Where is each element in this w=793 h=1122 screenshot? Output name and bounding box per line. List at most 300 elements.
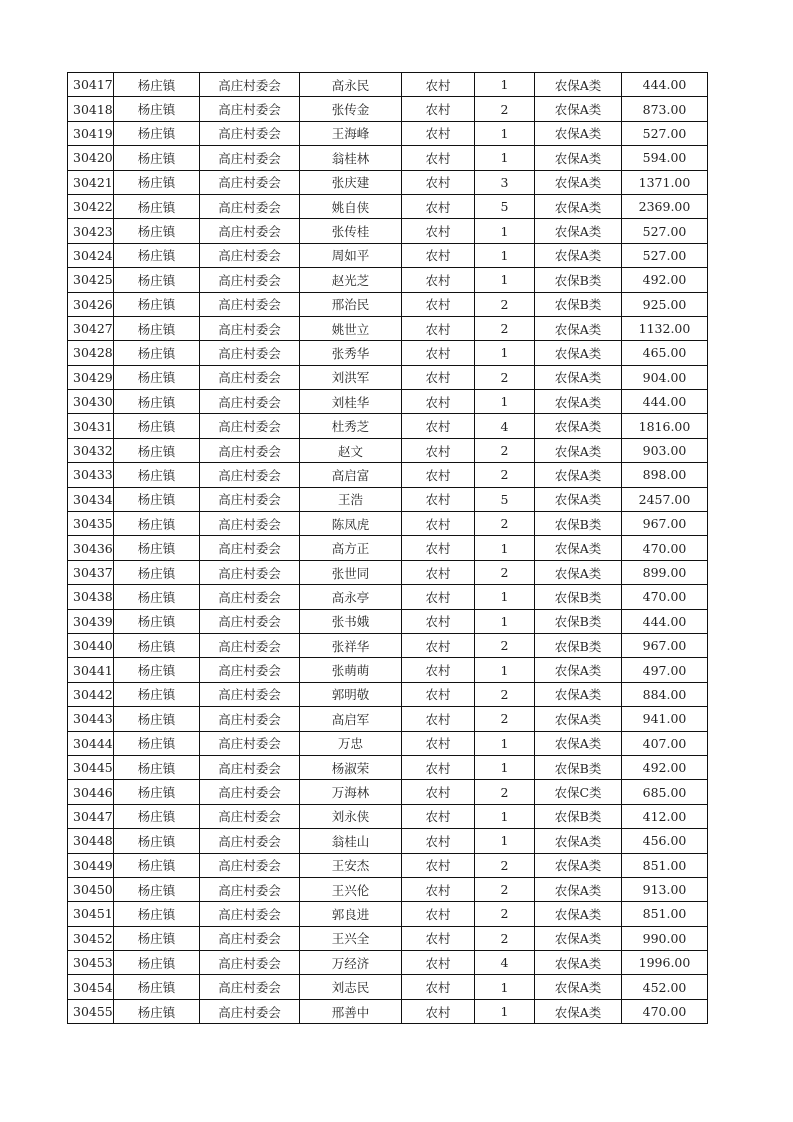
household-type-cell: 农村 xyxy=(402,731,475,755)
town-cell: 杨庄镇 xyxy=(114,633,200,657)
amount-cell: 967.00 xyxy=(622,512,708,536)
village-committee-cell: 高庄村委会 xyxy=(200,804,300,828)
insurance-category-cell: 农保B类 xyxy=(535,609,622,633)
village-committee-cell: 高庄村委会 xyxy=(200,999,300,1023)
amount-cell: 990.00 xyxy=(622,926,708,950)
town-cell: 杨庄镇 xyxy=(114,829,200,853)
table-row xyxy=(68,243,708,267)
amount-cell: 2369.00 xyxy=(622,194,708,218)
household-type-cell: 农村 xyxy=(402,633,475,657)
village-committee-cell: 高庄村委会 xyxy=(200,853,300,877)
insurance-category-cell: 农保A类 xyxy=(535,438,622,462)
village-committee-cell: 高庄村委会 xyxy=(200,316,300,340)
insurance-category-cell: 农保A类 xyxy=(535,390,622,414)
name-cell: 万忠 xyxy=(300,731,402,755)
amount-cell: 444.00 xyxy=(622,73,708,97)
amount-cell: 497.00 xyxy=(622,658,708,682)
table-row xyxy=(68,999,708,1023)
record-id-cell: 30452 xyxy=(68,926,114,950)
record-id-cell: 30430 xyxy=(68,390,114,414)
town-cell: 杨庄镇 xyxy=(114,243,200,267)
table-row xyxy=(68,268,708,292)
person-count-cell: 4 xyxy=(475,414,535,438)
town-cell: 杨庄镇 xyxy=(114,146,200,170)
town-cell: 杨庄镇 xyxy=(114,877,200,901)
town-cell: 杨庄镇 xyxy=(114,682,200,706)
household-type-cell: 农村 xyxy=(402,243,475,267)
person-count-cell: 1 xyxy=(475,121,535,145)
person-count-cell: 2 xyxy=(475,926,535,950)
household-type-cell: 农村 xyxy=(402,268,475,292)
amount-cell: 967.00 xyxy=(622,633,708,657)
village-committee-cell: 高庄村委会 xyxy=(200,487,300,511)
insurance-category-cell: 农保A类 xyxy=(535,902,622,926)
person-count-cell: 2 xyxy=(475,633,535,657)
record-id-cell: 30429 xyxy=(68,365,114,389)
town-cell: 杨庄镇 xyxy=(114,365,200,389)
insurance-category-cell: 农保A类 xyxy=(535,463,622,487)
record-id-cell: 30432 xyxy=(68,438,114,462)
record-id-cell: 30426 xyxy=(68,292,114,316)
name-cell: 王浩 xyxy=(300,487,402,511)
record-id-cell: 30433 xyxy=(68,463,114,487)
household-type-cell: 农村 xyxy=(402,146,475,170)
household-type-cell: 农村 xyxy=(402,316,475,340)
town-cell: 杨庄镇 xyxy=(114,853,200,877)
amount-cell: 444.00 xyxy=(622,609,708,633)
name-cell: 姚自侠 xyxy=(300,194,402,218)
household-type-cell: 农村 xyxy=(402,609,475,633)
insurance-category-cell: 农保A类 xyxy=(535,97,622,121)
town-cell: 杨庄镇 xyxy=(114,341,200,365)
record-id-cell: 30449 xyxy=(68,853,114,877)
village-committee-cell: 高庄村委会 xyxy=(200,219,300,243)
person-count-cell: 3 xyxy=(475,170,535,194)
name-cell: 陈凤虎 xyxy=(300,512,402,536)
insurance-category-cell: 农保A类 xyxy=(535,219,622,243)
record-id-cell: 30428 xyxy=(68,341,114,365)
record-id-cell: 30431 xyxy=(68,414,114,438)
village-committee-cell: 高庄村委会 xyxy=(200,390,300,414)
insurance-category-cell: 农保A类 xyxy=(535,146,622,170)
village-committee-cell: 高庄村委会 xyxy=(200,438,300,462)
table-row xyxy=(68,926,708,950)
name-cell: 张世同 xyxy=(300,560,402,584)
person-count-cell: 2 xyxy=(475,707,535,731)
insurance-category-cell: 农保A类 xyxy=(535,487,622,511)
table-row xyxy=(68,194,708,218)
record-id-cell: 30440 xyxy=(68,633,114,657)
person-count-cell: 2 xyxy=(475,682,535,706)
name-cell: 邢治民 xyxy=(300,292,402,316)
insurance-category-cell: 农保A类 xyxy=(535,560,622,584)
amount-cell: 1132.00 xyxy=(622,316,708,340)
person-count-cell: 2 xyxy=(475,463,535,487)
village-committee-cell: 高庄村委会 xyxy=(200,585,300,609)
town-cell: 杨庄镇 xyxy=(114,560,200,584)
record-id-cell: 30424 xyxy=(68,243,114,267)
record-id-cell: 30439 xyxy=(68,609,114,633)
amount-cell: 925.00 xyxy=(622,292,708,316)
insurance-category-cell: 农保A类 xyxy=(535,341,622,365)
table-row xyxy=(68,73,708,97)
household-type-cell: 农村 xyxy=(402,999,475,1023)
insurance-category-cell: 农保A类 xyxy=(535,829,622,853)
table-row xyxy=(68,658,708,682)
village-committee-cell: 高庄村委会 xyxy=(200,951,300,975)
insurance-category-cell: 农保A类 xyxy=(535,365,622,389)
town-cell: 杨庄镇 xyxy=(114,268,200,292)
name-cell: 刘志民 xyxy=(300,975,402,999)
village-committee-cell: 高庄村委会 xyxy=(200,633,300,657)
amount-cell: 873.00 xyxy=(622,97,708,121)
insurance-category-cell: 农保A类 xyxy=(535,73,622,97)
person-count-cell: 1 xyxy=(475,658,535,682)
insurance-category-cell: 农保A类 xyxy=(535,731,622,755)
person-count-cell: 1 xyxy=(475,268,535,292)
town-cell: 杨庄镇 xyxy=(114,999,200,1023)
town-cell: 杨庄镇 xyxy=(114,902,200,926)
amount-cell: 913.00 xyxy=(622,877,708,901)
insurance-category-cell: 农保A类 xyxy=(535,951,622,975)
person-count-cell: 1 xyxy=(475,243,535,267)
name-cell: 邢善中 xyxy=(300,999,402,1023)
town-cell: 杨庄镇 xyxy=(114,73,200,97)
name-cell: 杜秀芝 xyxy=(300,414,402,438)
insurance-category-cell: 农保A类 xyxy=(535,877,622,901)
household-type-cell: 农村 xyxy=(402,170,475,194)
household-type-cell: 农村 xyxy=(402,951,475,975)
table-row xyxy=(68,633,708,657)
name-cell: 张庆建 xyxy=(300,170,402,194)
table-row xyxy=(68,585,708,609)
person-count-cell: 1 xyxy=(475,829,535,853)
village-committee-cell: 高庄村委会 xyxy=(200,780,300,804)
table-row xyxy=(68,536,708,560)
record-id-cell: 30419 xyxy=(68,121,114,145)
village-committee-cell: 高庄村委会 xyxy=(200,341,300,365)
town-cell: 杨庄镇 xyxy=(114,219,200,243)
person-count-cell: 2 xyxy=(475,97,535,121)
household-type-cell: 农村 xyxy=(402,341,475,365)
village-committee-cell: 高庄村委会 xyxy=(200,73,300,97)
table-row xyxy=(68,390,708,414)
household-type-cell: 农村 xyxy=(402,512,475,536)
town-cell: 杨庄镇 xyxy=(114,97,200,121)
village-committee-cell: 高庄村委会 xyxy=(200,463,300,487)
household-type-cell: 农村 xyxy=(402,365,475,389)
village-committee-cell: 高庄村委会 xyxy=(200,292,300,316)
insurance-category-cell: 农保A类 xyxy=(535,414,622,438)
name-cell: 赵光芝 xyxy=(300,268,402,292)
household-type-cell: 农村 xyxy=(402,414,475,438)
person-count-cell: 1 xyxy=(475,975,535,999)
insurance-category-cell: 农保B类 xyxy=(535,585,622,609)
insurance-category-cell: 农保A类 xyxy=(535,707,622,731)
record-id-cell: 30423 xyxy=(68,219,114,243)
village-committee-cell: 高庄村委会 xyxy=(200,170,300,194)
person-count-cell: 2 xyxy=(475,560,535,584)
town-cell: 杨庄镇 xyxy=(114,194,200,218)
record-id-cell: 30434 xyxy=(68,487,114,511)
table-row xyxy=(68,487,708,511)
village-committee-cell: 高庄村委会 xyxy=(200,902,300,926)
village-committee-cell: 高庄村委会 xyxy=(200,146,300,170)
record-id-cell: 30427 xyxy=(68,316,114,340)
town-cell: 杨庄镇 xyxy=(114,731,200,755)
record-id-cell: 30441 xyxy=(68,658,114,682)
insurance-category-cell: 农保A类 xyxy=(535,682,622,706)
name-cell: 高启富 xyxy=(300,463,402,487)
amount-cell: 470.00 xyxy=(622,585,708,609)
amount-cell: 904.00 xyxy=(622,365,708,389)
person-count-cell: 1 xyxy=(475,390,535,414)
name-cell: 刘永侠 xyxy=(300,804,402,828)
name-cell: 高方正 xyxy=(300,536,402,560)
amount-cell: 492.00 xyxy=(622,268,708,292)
table-row xyxy=(68,951,708,975)
amount-cell: 884.00 xyxy=(622,682,708,706)
household-type-cell: 农村 xyxy=(402,682,475,706)
name-cell: 张传桂 xyxy=(300,219,402,243)
amount-cell: 1371.00 xyxy=(622,170,708,194)
amount-cell: 898.00 xyxy=(622,463,708,487)
insurance-category-cell: 农保C类 xyxy=(535,780,622,804)
household-type-cell: 农村 xyxy=(402,194,475,218)
amount-cell: 470.00 xyxy=(622,999,708,1023)
record-id-cell: 30442 xyxy=(68,682,114,706)
town-cell: 杨庄镇 xyxy=(114,438,200,462)
town-cell: 杨庄镇 xyxy=(114,512,200,536)
table-body xyxy=(68,73,708,1024)
person-count-cell: 1 xyxy=(475,585,535,609)
record-id-cell: 30437 xyxy=(68,560,114,584)
person-count-cell: 1 xyxy=(475,341,535,365)
town-cell: 杨庄镇 xyxy=(114,780,200,804)
person-count-cell: 2 xyxy=(475,438,535,462)
record-id-cell: 30453 xyxy=(68,951,114,975)
record-id-cell: 30455 xyxy=(68,999,114,1023)
amount-cell: 594.00 xyxy=(622,146,708,170)
person-count-cell: 2 xyxy=(475,365,535,389)
table-row xyxy=(68,780,708,804)
village-committee-cell: 高庄村委会 xyxy=(200,560,300,584)
table-row xyxy=(68,829,708,853)
town-cell: 杨庄镇 xyxy=(114,609,200,633)
town-cell: 杨庄镇 xyxy=(114,585,200,609)
town-cell: 杨庄镇 xyxy=(114,170,200,194)
amount-cell: 470.00 xyxy=(622,536,708,560)
table-row xyxy=(68,414,708,438)
insurance-category-cell: 农保B类 xyxy=(535,512,622,536)
household-type-cell: 农村 xyxy=(402,926,475,950)
town-cell: 杨庄镇 xyxy=(114,755,200,779)
insurance-category-cell: 农保A类 xyxy=(535,243,622,267)
data-table xyxy=(67,72,708,1024)
person-count-cell: 1 xyxy=(475,73,535,97)
table-row xyxy=(68,219,708,243)
person-count-cell: 2 xyxy=(475,853,535,877)
village-committee-cell: 高庄村委会 xyxy=(200,658,300,682)
person-count-cell: 1 xyxy=(475,146,535,170)
village-committee-cell: 高庄村委会 xyxy=(200,268,300,292)
person-count-cell: 4 xyxy=(475,951,535,975)
insurance-category-cell: 农保A类 xyxy=(535,536,622,560)
table-row xyxy=(68,853,708,877)
amount-cell: 407.00 xyxy=(622,731,708,755)
household-type-cell: 农村 xyxy=(402,829,475,853)
name-cell: 高永亭 xyxy=(300,585,402,609)
amount-cell: 456.00 xyxy=(622,829,708,853)
town-cell: 杨庄镇 xyxy=(114,292,200,316)
record-id-cell: 30443 xyxy=(68,707,114,731)
record-id-cell: 30448 xyxy=(68,829,114,853)
insurance-category-cell: 农保A类 xyxy=(535,926,622,950)
name-cell: 张秀华 xyxy=(300,341,402,365)
record-id-cell: 30418 xyxy=(68,97,114,121)
table-row xyxy=(68,292,708,316)
town-cell: 杨庄镇 xyxy=(114,951,200,975)
village-committee-cell: 高庄村委会 xyxy=(200,755,300,779)
table-row xyxy=(68,975,708,999)
village-committee-cell: 高庄村委会 xyxy=(200,512,300,536)
village-committee-cell: 高庄村委会 xyxy=(200,682,300,706)
household-type-cell: 农村 xyxy=(402,804,475,828)
amount-cell: 941.00 xyxy=(622,707,708,731)
person-count-cell: 1 xyxy=(475,755,535,779)
table-row xyxy=(68,146,708,170)
household-type-cell: 农村 xyxy=(402,438,475,462)
insurance-category-cell: 农保A类 xyxy=(535,658,622,682)
name-cell: 王海峰 xyxy=(300,121,402,145)
name-cell: 郭良进 xyxy=(300,902,402,926)
name-cell: 万海林 xyxy=(300,780,402,804)
name-cell: 赵文 xyxy=(300,438,402,462)
insurance-category-cell: 农保A类 xyxy=(535,975,622,999)
town-cell: 杨庄镇 xyxy=(114,804,200,828)
amount-cell: 452.00 xyxy=(622,975,708,999)
village-committee-cell: 高庄村委会 xyxy=(200,414,300,438)
insurance-category-cell: 农保B类 xyxy=(535,804,622,828)
amount-cell: 899.00 xyxy=(622,560,708,584)
household-type-cell: 农村 xyxy=(402,463,475,487)
insurance-category-cell: 农保A类 xyxy=(535,121,622,145)
amount-cell: 412.00 xyxy=(622,804,708,828)
record-id-cell: 30435 xyxy=(68,512,114,536)
insurance-category-cell: 农保B类 xyxy=(535,292,622,316)
person-count-cell: 2 xyxy=(475,512,535,536)
village-committee-cell: 高庄村委会 xyxy=(200,926,300,950)
town-cell: 杨庄镇 xyxy=(114,536,200,560)
table-row xyxy=(68,609,708,633)
table-row xyxy=(68,438,708,462)
village-committee-cell: 高庄村委会 xyxy=(200,243,300,267)
amount-cell: 527.00 xyxy=(622,243,708,267)
town-cell: 杨庄镇 xyxy=(114,414,200,438)
record-id-cell: 30438 xyxy=(68,585,114,609)
record-id-cell: 30450 xyxy=(68,877,114,901)
insurance-category-cell: 农保A类 xyxy=(535,170,622,194)
insurance-category-cell: 农保A类 xyxy=(535,316,622,340)
name-cell: 周如平 xyxy=(300,243,402,267)
town-cell: 杨庄镇 xyxy=(114,975,200,999)
household-type-cell: 农村 xyxy=(402,121,475,145)
town-cell: 杨庄镇 xyxy=(114,926,200,950)
name-cell: 刘桂华 xyxy=(300,390,402,414)
table-row xyxy=(68,365,708,389)
table-row xyxy=(68,97,708,121)
name-cell: 翁桂山 xyxy=(300,829,402,853)
person-count-cell: 5 xyxy=(475,487,535,511)
household-type-cell: 农村 xyxy=(402,390,475,414)
insurance-category-cell: 农保B类 xyxy=(535,633,622,657)
table-row xyxy=(68,512,708,536)
town-cell: 杨庄镇 xyxy=(114,121,200,145)
amount-cell: 492.00 xyxy=(622,755,708,779)
name-cell: 万经济 xyxy=(300,951,402,975)
name-cell: 王安杰 xyxy=(300,853,402,877)
village-committee-cell: 高庄村委会 xyxy=(200,609,300,633)
person-count-cell: 1 xyxy=(475,999,535,1023)
town-cell: 杨庄镇 xyxy=(114,487,200,511)
amount-cell: 851.00 xyxy=(622,902,708,926)
household-type-cell: 农村 xyxy=(402,780,475,804)
amount-cell: 444.00 xyxy=(622,390,708,414)
household-type-cell: 农村 xyxy=(402,560,475,584)
household-type-cell: 农村 xyxy=(402,658,475,682)
town-cell: 杨庄镇 xyxy=(114,463,200,487)
person-count-cell: 1 xyxy=(475,609,535,633)
insurance-category-cell: 农保B类 xyxy=(535,268,622,292)
household-type-cell: 农村 xyxy=(402,853,475,877)
insurance-category-cell: 农保A类 xyxy=(535,853,622,877)
name-cell: 刘洪军 xyxy=(300,365,402,389)
village-committee-cell: 高庄村委会 xyxy=(200,365,300,389)
table-row xyxy=(68,170,708,194)
table-row xyxy=(68,877,708,901)
household-type-cell: 农村 xyxy=(402,487,475,511)
record-id-cell: 30425 xyxy=(68,268,114,292)
table-row xyxy=(68,316,708,340)
record-id-cell: 30422 xyxy=(68,194,114,218)
village-committee-cell: 高庄村委会 xyxy=(200,707,300,731)
name-cell: 王兴全 xyxy=(300,926,402,950)
table-row xyxy=(68,755,708,779)
amount-cell: 465.00 xyxy=(622,341,708,365)
town-cell: 杨庄镇 xyxy=(114,707,200,731)
insurance-category-cell: 农保B类 xyxy=(535,755,622,779)
village-committee-cell: 高庄村委会 xyxy=(200,121,300,145)
record-id-cell: 30445 xyxy=(68,755,114,779)
village-committee-cell: 高庄村委会 xyxy=(200,877,300,901)
record-id-cell: 30436 xyxy=(68,536,114,560)
town-cell: 杨庄镇 xyxy=(114,316,200,340)
name-cell: 翁桂林 xyxy=(300,146,402,170)
record-id-cell: 30451 xyxy=(68,902,114,926)
name-cell: 高永民 xyxy=(300,73,402,97)
table-row xyxy=(68,804,708,828)
table-row xyxy=(68,731,708,755)
amount-cell: 1996.00 xyxy=(622,951,708,975)
name-cell: 杨淑荣 xyxy=(300,755,402,779)
village-committee-cell: 高庄村委会 xyxy=(200,194,300,218)
household-type-cell: 农村 xyxy=(402,536,475,560)
table-row xyxy=(68,682,708,706)
household-type-cell: 农村 xyxy=(402,902,475,926)
household-type-cell: 农村 xyxy=(402,975,475,999)
household-type-cell: 农村 xyxy=(402,73,475,97)
person-count-cell: 1 xyxy=(475,219,535,243)
